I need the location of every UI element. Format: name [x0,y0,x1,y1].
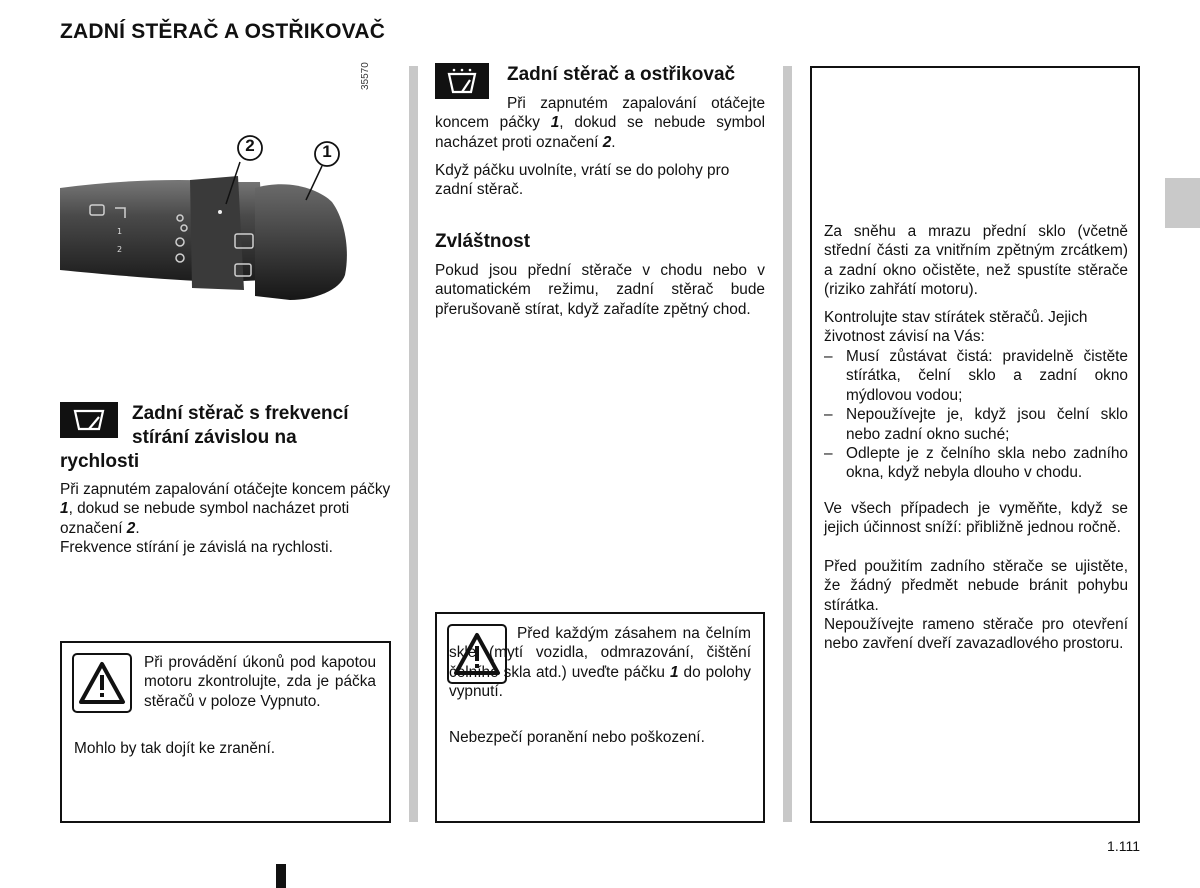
figure-code: 35570 [360,62,371,90]
middle-paragraph-3: Pokud jsou přední stěrače v chodu nebo v automatickém režimu, zadní stěrač bude přerušovaně stírat, když zařadíte zpětný chod. [435,262,765,318]
callout-1: 1 [322,142,332,161]
right-paragraph-1: Za sněhu a mrazu přední sklo (včetně střední části za vnitřním zpětným zrcátkem) a zadní okno očistěte, než spustíte stěrače (riziko zahřátí motoru). [824,223,1128,299]
middle-paragraph-1: Při zapnutém zapalování otáčejte koncem páčky 1, dokud se nebude symbol nacházet proti označení 2. [435,95,765,151]
right-info-box [810,66,1140,823]
svg-text:1: 1 [117,227,123,236]
wiper-stalk-figure [60,130,380,315]
left-paragraph-1: Při zapnutém zapalování otáčejte koncem páčky 1, dokud se nebude symbol nacházet proti označení 2. [60,481,391,537]
right-paragraph-3: Ve všech případech je vyměňte, když se jejich účinnost sníží: přibližně jednou ročně. [824,500,1128,537]
left-warning-box [60,641,391,823]
chapter-tab-marker [1165,178,1200,228]
callout-2: 2 [245,136,255,155]
list-item: – Nepoužívejte je, když jsou čelní sklo nebo zadní okno suché; [824,405,1128,444]
list-item: – Musí zůstávat čistá: pravidelně čistěte stírátka, čelní sklo a zadní okno mýdlovou vodou; [824,347,1128,405]
svg-text:2: 2 [117,245,123,254]
left-warning-note: Mohlo by tak dojít ke zranění. [74,740,276,757]
middle-warning-box [435,612,765,823]
right-paragraph-4: Před použitím zadního stěrače se ujistěte, že žádný předmět nebude bránit pohybu stírátka. [824,558,1128,614]
list-item: – Odlepte je z čelního skla nebo zadního okna, když nebyla dlouho v chodu. [824,444,1128,483]
middle-paragraph-2: Když páčku uvolníte, vrátí se do polohy pro zadní stěrač. [435,162,730,199]
left-warning-text: Při provádění úkonů pod kapotou motoru zkontrolujte, zda je páčka stěračů v poloze Vypnuto. [144,654,376,710]
column-divider-right [783,66,792,822]
right-paragraph-2: Kontrolujte stav stírátek stěračů. Jejich životnost závisí na Vás: [824,309,1088,346]
right-care-list [824,347,1128,483]
middle-warning-note: Nebezpečí poranění nebo poškození. [449,729,705,746]
crop-mark [276,864,286,888]
rear-wiper-icon [60,402,118,438]
left-paragraph-2: Frekvence stírání je závislá na rychlosti. [60,539,333,556]
column-divider-left [409,66,418,822]
middle-warning-text: Před každým zásahem na čelním skle (mytí vozidla, odmrazování, čištění čelního skla atd.) uveďte páčku 1 do polohy vypnutí. [449,625,751,701]
middle-subheading: Zvláštnost [435,231,531,252]
right-paragraph-5: Nepoužívejte rameno stěrače pro otevření nebo zavření dveří zavazadlového prostoru. [824,616,1128,653]
warning-triangle-icon [72,653,132,713]
left-heading-line3: rychlosti [60,451,140,472]
page-title: ZADNÍ STĚRAČ A OSTŘIKOVAČ [60,20,386,43]
left-heading-line1: Zadní stěrač s frekvencí [132,403,349,424]
page-number: 1.111 [1107,838,1140,854]
left-heading-line2: stírání závislou na [132,427,297,448]
middle-heading: Zadní stěrač a ostřikovač [507,64,736,85]
